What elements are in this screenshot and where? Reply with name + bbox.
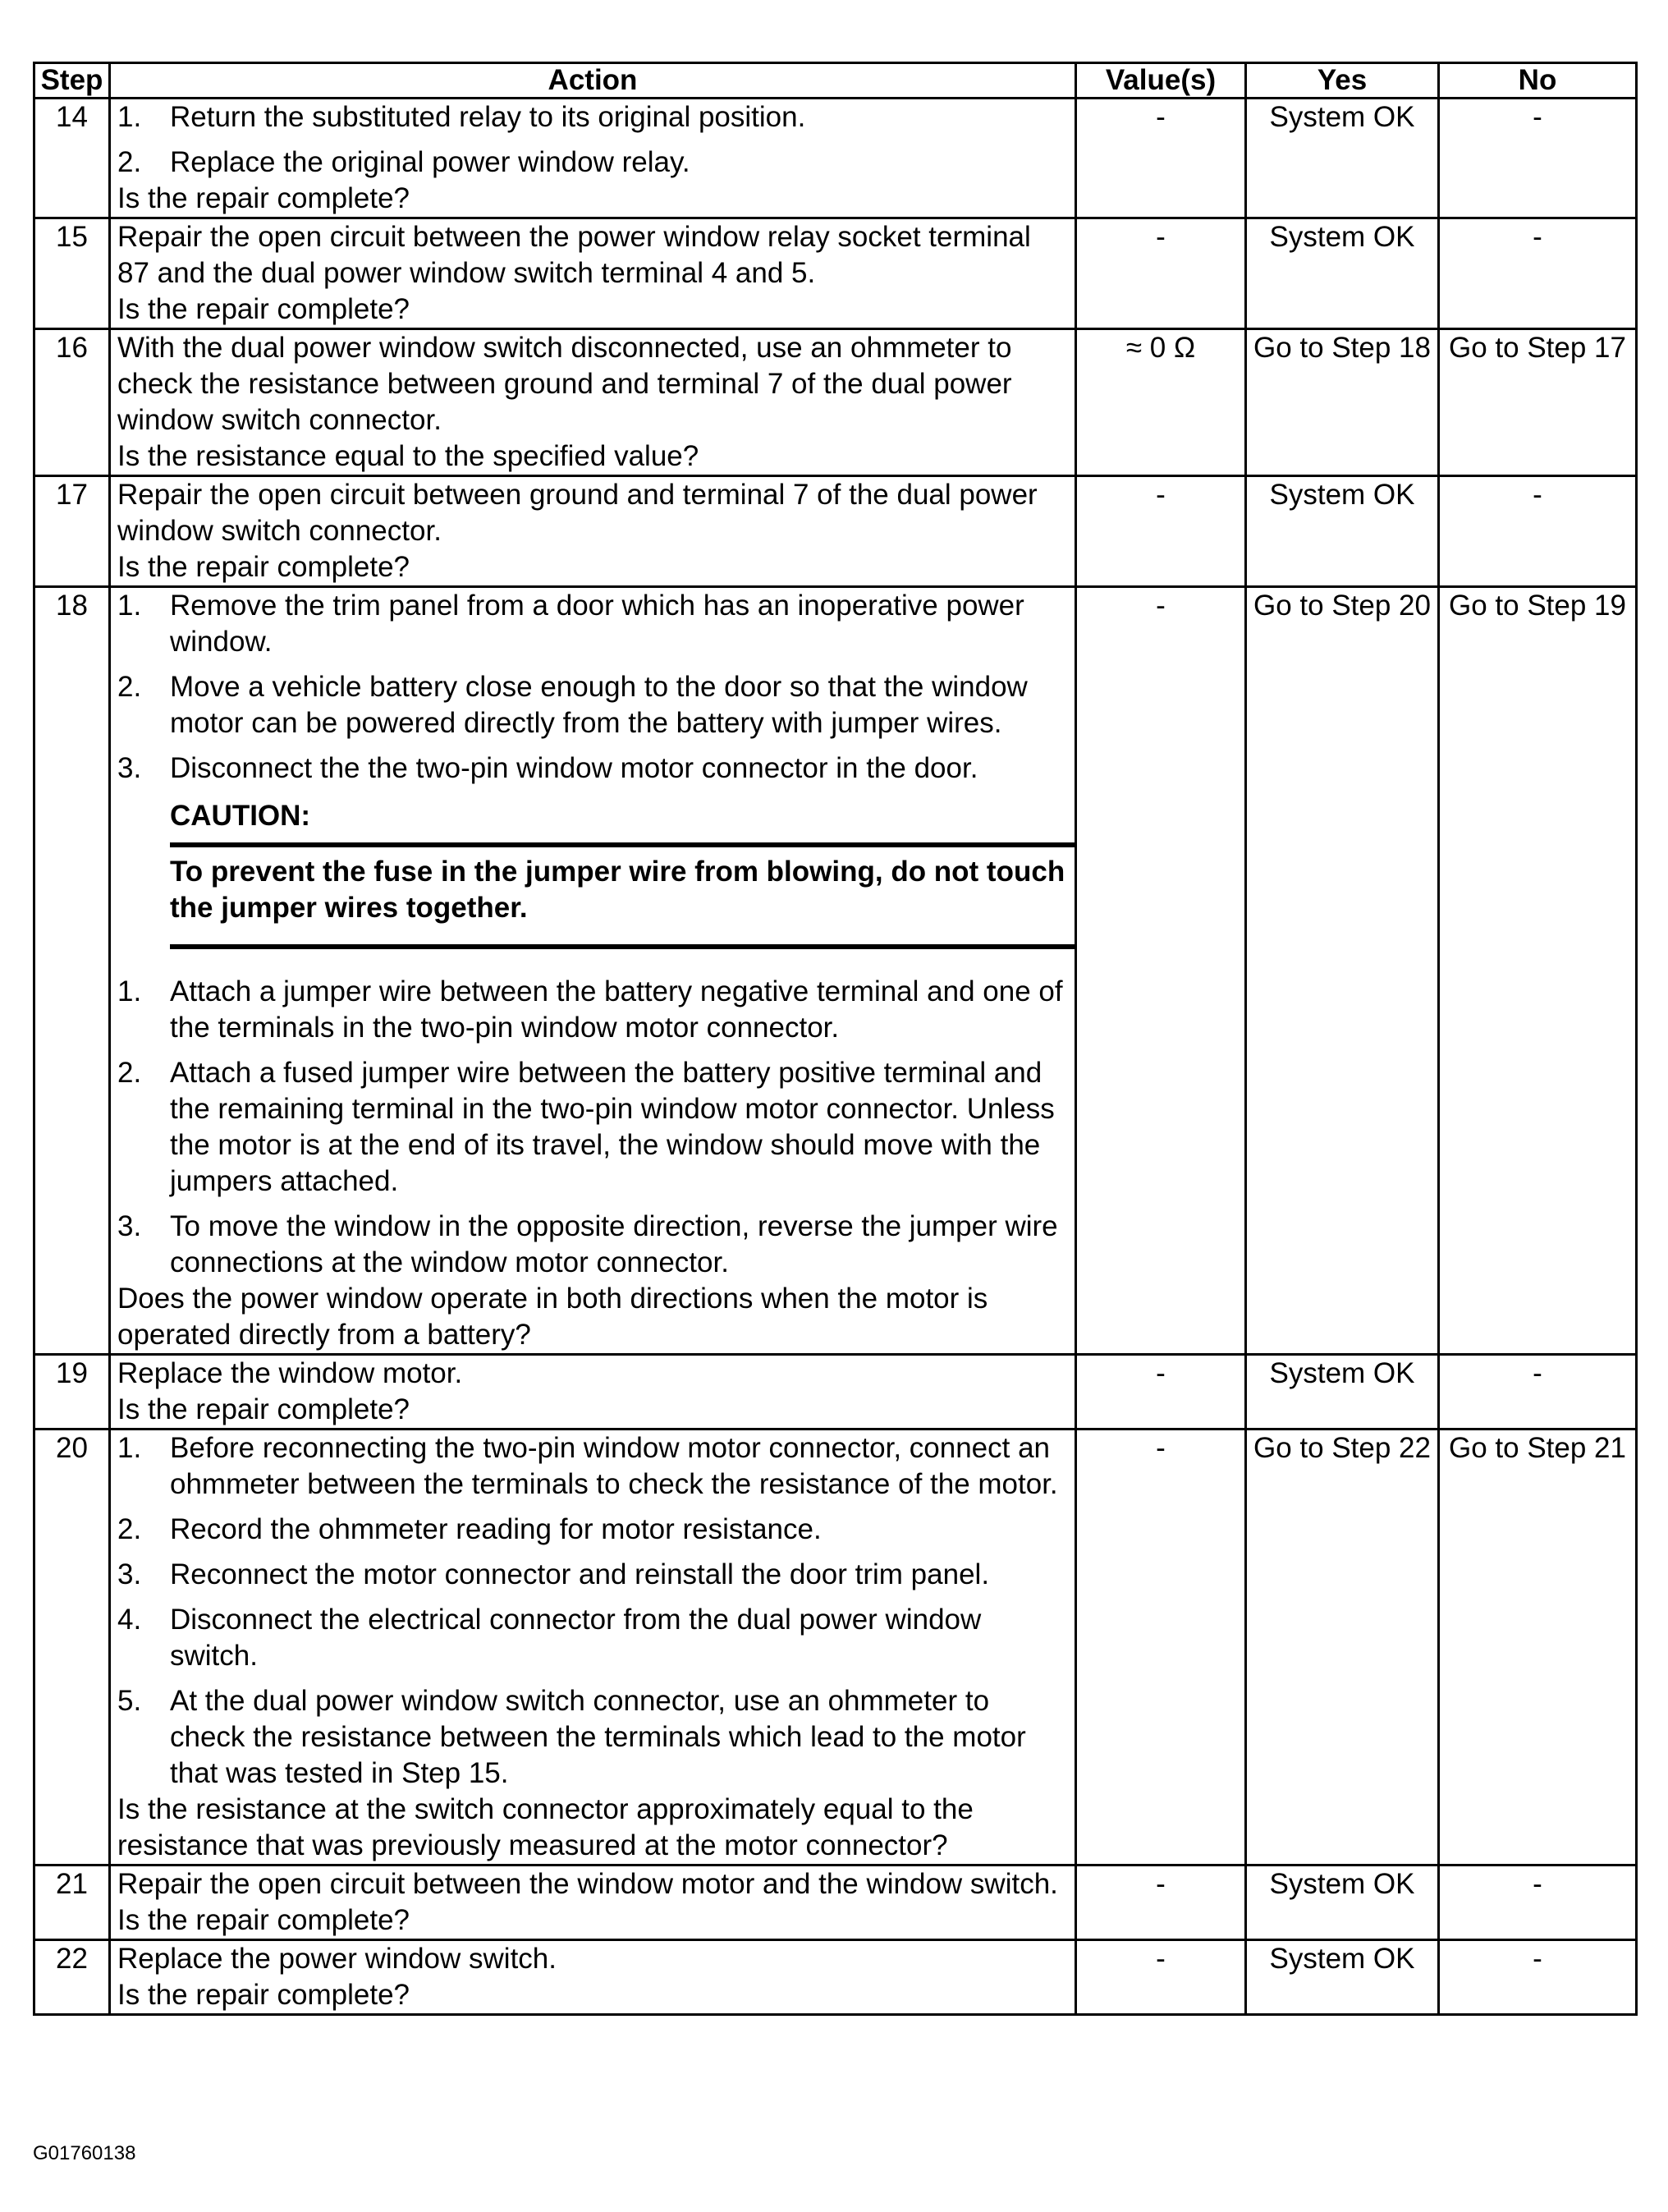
step-number: 22 — [34, 1940, 110, 2015]
action-text: With the dual power window switch disconnected, use an ohmmeter to check the resistance between ground and terminal 7 of the dual power window switch connector. — [117, 332, 1012, 436]
action-cell — [110, 1866, 1076, 1940]
list-item: 1. Remove the trim panel from a door which has an inoperative power window. — [117, 590, 1024, 658]
value-cell: - — [1076, 587, 1246, 1355]
table-row — [34, 1430, 1637, 1866]
table-row — [34, 587, 1637, 1355]
step-number: 18 — [34, 587, 110, 1355]
list-item: 2. Record the ohmmeter reading for motor resistance. — [117, 1513, 822, 1545]
step-number: 16 — [34, 329, 110, 476]
header-step: Step — [34, 63, 110, 99]
list-item: 3. To move the window in the opposite direction, reverse the jumper wire connections at the window motor connector. — [117, 1210, 1058, 1278]
table-row — [34, 329, 1637, 476]
list-item: 1. Before reconnecting the two-pin window motor connector, connect an ohmmeter between the terminals to check the resistance of the motor. — [117, 1432, 1058, 1500]
step-number: 17 — [34, 476, 110, 587]
action-question: Is the resistance equal to the specified value? — [117, 440, 699, 472]
table-row — [34, 1866, 1637, 1940]
yes-cell: System OK — [1246, 218, 1439, 329]
action-text: Repair the open circuit between the window motor and the window switch. — [117, 1868, 1058, 1900]
no-cell: Go to Step 21 — [1439, 1430, 1637, 1866]
action-question: Is the repair complete? — [117, 293, 410, 325]
no-cell: - — [1439, 99, 1637, 218]
table-row — [34, 1940, 1637, 2015]
yes-cell: Go to Step 22 — [1246, 1430, 1439, 1866]
value-cell: - — [1076, 1355, 1246, 1430]
caution-text: To prevent the fuse in the jumper wire from blowing, do not touch the jumper wires together. — [170, 847, 1075, 949]
list-item: 2. Attach a fused jumper wire between the battery positive terminal and the remaining terminal in the two-pin window motor connector. Unless the motor is at the end of its travel, the window should move with the jumpers attached. — [117, 1057, 1055, 1197]
no-cell: - — [1439, 218, 1637, 329]
action-cell — [110, 218, 1076, 329]
step-number: 20 — [34, 1430, 110, 1866]
yes-cell: System OK — [1246, 99, 1439, 218]
action-text: Replace the power window switch. — [117, 1943, 557, 1975]
action-cell — [110, 1355, 1076, 1430]
action-question: Is the repair complete? — [117, 1979, 410, 2011]
yes-cell: Go to Step 20 — [1246, 587, 1439, 1355]
action-question: Is the resistance at the switch connector approximately equal to the resistance that was previously measured at the motor connector? — [117, 1793, 974, 1861]
yes-cell: Go to Step 18 — [1246, 329, 1439, 476]
table-row — [34, 1355, 1637, 1430]
list-item: 5. At the dual power window switch connector, use an ohmmeter to check the resistance between the terminals which lead to the motor that was tested in Step 15. — [117, 1685, 1026, 1789]
value-cell: - — [1076, 1866, 1246, 1940]
caution-title: CAUTION: — [170, 798, 1075, 847]
header-no: No — [1439, 63, 1637, 99]
header-values: Value(s) — [1076, 63, 1246, 99]
action-question: Is the repair complete? — [117, 182, 410, 214]
table-row — [34, 99, 1637, 218]
no-cell: - — [1439, 476, 1637, 587]
action-text: Repair the open circuit between ground and terminal 7 of the dual power window switch connector. — [117, 479, 1038, 547]
no-cell: Go to Step 17 — [1439, 329, 1637, 476]
value-cell: - — [1076, 476, 1246, 587]
list-item: 1. Return the substituted relay to its original position. — [117, 101, 806, 133]
diagnostic-table — [33, 62, 1638, 2016]
header-action: Action — [110, 63, 1076, 99]
step-number: 21 — [34, 1866, 110, 1940]
yes-cell: System OK — [1246, 476, 1439, 587]
no-cell: - — [1439, 1866, 1637, 1940]
list-item: 3. Reconnect the motor connector and reinstall the door trim panel. — [117, 1558, 990, 1590]
action-cell — [110, 99, 1076, 218]
table-header-row — [34, 63, 1637, 99]
table-row — [34, 476, 1637, 587]
step-number: 14 — [34, 99, 110, 218]
action-text: Replace the window motor. — [117, 1357, 463, 1389]
value-cell: - — [1076, 99, 1246, 218]
action-question: Is the repair complete? — [117, 551, 410, 583]
list-item: 2. Replace the original power window relay. — [117, 146, 690, 178]
step-number: 19 — [34, 1355, 110, 1430]
value-cell: - — [1076, 218, 1246, 329]
header-yes: Yes — [1246, 63, 1439, 99]
table-row — [34, 218, 1637, 329]
value-cell: - — [1076, 1430, 1246, 1866]
action-question: Is the repair complete? — [117, 1904, 410, 1936]
document-code: G01760138 — [33, 2142, 136, 2164]
action-question: Is the repair complete? — [117, 1393, 410, 1425]
value-cell: - — [1076, 1940, 1246, 2015]
no-cell: Go to Step 19 — [1439, 587, 1637, 1355]
action-cell — [110, 587, 1076, 1355]
no-cell: - — [1439, 1355, 1637, 1430]
action-cell — [110, 1940, 1076, 2015]
step-number: 15 — [34, 218, 110, 329]
action-cell — [110, 329, 1076, 476]
action-cell — [110, 1430, 1076, 1866]
no-cell: - — [1439, 1940, 1637, 2015]
action-text: Repair the open circuit between the power window relay socket terminal 87 and the dual power window switch terminal 4 and 5. — [117, 221, 1031, 289]
yes-cell: System OK — [1246, 1940, 1439, 2015]
yes-cell: System OK — [1246, 1866, 1439, 1940]
value-cell: ≈ 0 Ω — [1076, 329, 1246, 476]
list-item: 3. Disconnect the the two-pin window motor connector in the door. — [117, 752, 978, 784]
caution-box — [117, 798, 1068, 949]
yes-cell: System OK — [1246, 1355, 1439, 1430]
list-item: 1. Attach a jumper wire between the battery negative terminal and one of the terminals in the two-pin window motor connector. — [117, 975, 1063, 1044]
action-question: Does the power window operate in both directions when the motor is operated directly from a battery? — [117, 1283, 988, 1351]
list-item: 2. Move a vehicle battery close enough to the door so that the window motor can be powered directly from the battery with jumper wires. — [117, 671, 1028, 739]
action-cell — [110, 476, 1076, 587]
list-item: 4. Disconnect the electrical connector from the dual power window switch. — [117, 1604, 982, 1672]
